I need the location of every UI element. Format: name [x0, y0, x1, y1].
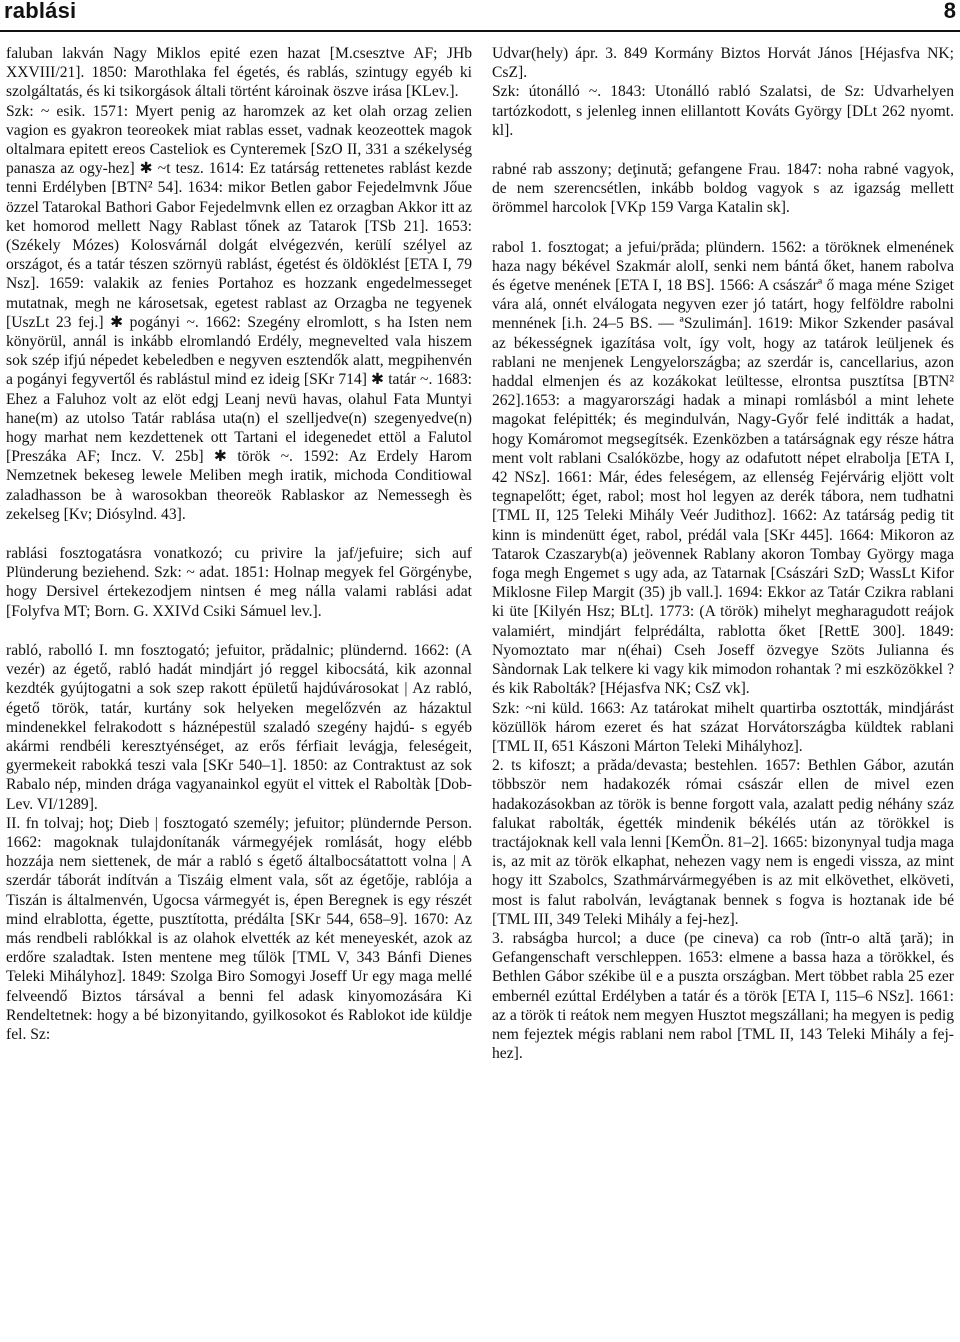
left-column	[6, 44, 472, 1338]
dictionary-paragraph: rabol 1. fosztogat; a jefui/prăda; plündern. 1562: a töröknek elmenének haza nagy békével Szakmár alolI, senki nem bántá őket, hanem rabolva és égetve menének [ETA I, 18 BS]. 1566: A császárª ő maga méne Sziget vára alá, onnét elválogata negyven ezer jó tatárt, hogy felföldre rabolni mennének [i.h. 24–5 BS. — ªSzulimán]. 1619: Mikor Szkender pasával az békességnek igazítása volt, így volt, hogy az tatárok leüljenek és rablani ne menjenek Lengyelországba; az szerdár is, cancellarius, azon haddal elmenjen és az kozákokat leültesse, elrontsa pusztítsa [BTN² 262].1653: a magyarországi hadak a minapi romlásból a mint lehete magokat felépitték; és megindulván, Nagy-Győr felé inditták a hadat, hogy Komáromot megsegítsék. Ezenközben a tatárságnak egy része hátra ment volt rablani Csalóközbe, hogy az odafutott népet elrabolja [ETA I, 42 NSz]. 1661: Már, édes feleségem, az ellenség Fejérvárig eljött volt tegnapelőtt; éget, rabol; most hol legyen az derék tábora, nem tudhatni [TML II, 125 Teleki Mihály Veér Judithoz]. 1662: Az tatárság pedig tit kinn is mindenütt éget, rabol, prédál vala [SKr 445]. 1664: Mikoron az Tatarok Czaszaryb(a) jeövennek Rablany akoron Tombay György maga foga megh Engemet s ugy ada, az Tatarnak [Császári SzD; WassLt Kifor Miklosne Filep Margit (35) jb vall.]. 1694: Ekkor az Tatár Czikra rablani ki üte [Kilyén Hsz; BLt]. 1773: (A török) mihelyt megharagudott reájok valamiért, mindjárt felprédálta, rablotta őket [RettE 300]. 1849: Nyomoztato mar n(éhai) Cseh Joseff özvegye Szöts Julianna és Sàndornak Lak telkere ki vagy kik mimodon rohantak ? mi eszközökkel ? és kik Rabolták? [Héjasfva NK; CsZ vk].	[492, 238, 954, 698]
dictionary-paragraph: Udvar(hely) ápr. 3. 849 Kormány Biztos Horvát János [Héjasfva NK; CsZ].	[492, 45, 954, 82]
entry-gap	[492, 218, 954, 238]
dictionary-paragraph: Szk: ~ni küld. 1663: Az tatárokat mihelt quartirba osztották, mindjárást közüllök három ezeret és hat százat Horvátországba küldtek rablani [TML II, 651 Kászoni Márton Teleki Mihályhoz].	[492, 699, 954, 755]
dictionary-paragraph: Szk: útonálló ~. 1843: Utonálló rabló Szalatsi, de Sz: Udvarhelyen tartózkodott, s jelenleg innen elillantott Kováts György [DLt 262 nyomt. kl].	[492, 83, 954, 139]
dictionary-paragraph: Szk: ~ esik. 1571: Myert penig az haromzek az ket olah orzag zelien vagion es gyakron teoreokek miat rablas esset, vadnak keozeottek magok oltalmara epitett ereos Casteliok es Cynteremek [SzO II, 331 a székelység panasza az ogy-hez] ✱ ~t tesz. 1614: Ez tatárság rettenetes rablást kezde tenni Erdélyben [BTN² 54]. 1634: mikor Betlen gabor Fejedelmvnk Jőue özzel Tatarokal Bathori Gabor Fejedelmvnk ellen ez orzagban Akkor itt az ket homorod mellett Nagy Rablast tőnek az Tatarok [TSb 21]. 1653: (Székely Mózes) Kolosvárnál dolgát elvégezvén, kerülí szélyel az országot, és a tatár tészen szörnyü rablást, égetést és öldöklést [ETA I, 79 Nsz]. 1659: valakik az fenies Portahoz es hozzank engedelmesseget mutatnak, megh ne károsetsak, egetest rablast az Orzagba ne tegyenek [UszLt 23 fej.] ✱ pogányi ~. 1662: Szegény elromlott, s ha Isten nem könyörül, annál is inkább elromlandó Erdély, megnevelted vala hiszem sok szép ifjú népedet kebeledben e negyven esztendők alatt, megpihenvén a pogányi fegyvertől és rablástul mind ez ideig [SKr 714] ✱ tatár ~. 1683: Ehez a Faluhoz volt az elöt edgj Leanj nevü havas, olahul Fata Muntyi hane(m) az utolso Tatár rablása uta(n) el szelljedve(n) szegenyedve(n) hogy marhat nem kezdettenek ott Tartani el idegenedet ettöl a Falutol [Preszáka AF; Incz. V. 25b] ✱ török ~. 1592: Az Erdely Harom Nemzetnek bekeseg lewele Meliben megh iratik, michoda Conditiowal zaladhasson be à warosokban theoreök Rablaskor az Nemessegh ès zekelseg [Kv; Diósylnd. 43].	[6, 102, 472, 523]
dictionary-paragraph: rablási fosztogatásra vonatkozó; cu privire la jaf/jefuire; sich auf Plünderung beziehend. Szk: ~ adat. 1851: Holnap megyek fel Görgénybe, hogy Dersivel értekezodjem nintsen é meg nálla valami rablási adat [Folyfva MT; Born. G. XXIVd Csiki Sámuel lev.].	[6, 545, 472, 620]
entry-gap	[6, 524, 472, 544]
dictionary-paragraph: 2. ts kifoszt; a prăda/devasta; bestehlen. 1657: Bethlen Gábor, azután többször nem hadakozék római császár ellen de mivel ezen hadakozásokban az török is benne forgott vala, azalatt pedig néhány száz falukat rabolták, égették mindenik békélés után az törökkel is tractájoknak kell vala lenni [KemÖn. 81–2]. 1665: bizonynyal tudja maga is, az mit az török elkaphat, nehezen vagy nem is engedi vissza, az mint hogy itt Szabolcs, Szathmárvármegyében is az mit elkövethet, elköveti, most is falut rabolván, levágtanak bennek s fogva is hoztanak ide bé [TML III, 349 Teleki Mihály a fej-hez].	[492, 757, 954, 928]
entry-gap	[492, 140, 954, 160]
dictionary-paragraph: rabló, rabolló I. mn fosztogató; jefuitor, prădalnic; plündernd. 1662: (A vezér) az égető, rabló hadát mindjárt jó reggel kibocsátá, kik azonnal kezdték gyújtogatni a sok szep rakott épületű hajdúvárosokat | Az rabló, égető török, tatár, kurtány sok helyeken megelőzvén az házaktul mindenekkel felrakodott s háznépestül szaladó szegény hajdú- s egyéb akármi rendbéli keresztyénséget, az erős férfiait levágja, feleségeit, gyermekeit rabokká teszi vala [SKr 540–1]. 1850: az Contraktust az sok Rabalo nép, minden drága vagyanainkol együt el vittek el Raboltàk [Dob-Lev. VI/1289].	[6, 641, 472, 813]
running-headword: rablási	[4, 0, 77, 23]
entry-gap	[6, 621, 472, 641]
dictionary-paragraph: rabné rab asszony; deţinută; gefangene Frau. 1847: noha rabné vagyok, de nem szerencsétlen, inkább boldog vagyok s az igazság mellett örömmel harcolok [VKp 159 Varga Katalin sk].	[492, 161, 954, 217]
page-number: 8	[943, 0, 956, 23]
dictionary-paragraph: 3. rabságba hurcol; a duce (pe cineva) ca rob (într-o altă ţară); in Gefangenschaft verschleppen. 1653: elmene a bassa haza a törökkel, és Bethlen Gábor székibe ül e a puszta országban. Mert többet rabla 25 ezer embernél ezúttal Erdélyben a tatár és a török [ETA I, 115–6 NSz]. 1661: az a török ti reátok nem megyen Husztot megszállani; ha megyen is pedig nem fejeztek mégis rablani nem rabol [TML II, 143 Teleki Mihály a fej-hez].	[492, 929, 954, 1063]
dictionary-paragraph: faluban lakván Nagy Miklos epité ezen hazat [M.csesztve AF; JHb XXVIII/21]. 1850: Marothlaka fel égetés, és rablás, szintugy egyéb ki szolgáltatás, és ki tsikorgások általi történt károinak öszve irása [KLev.].	[6, 45, 472, 101]
page-header	[0, 0, 960, 32]
right-column	[492, 44, 954, 1338]
dictionary-paragraph: II. fn tolvaj; hoţ; Dieb | fosztogató személy; jefuitor; plündernde Person. 1662: magoknak tulajdonítanák vármegyéjek romlását, hogy elébb hozzája nem siettenek, de már a rabló s égető általbocsátattott volna | A szerdár táborát indítván a Tiszáig elment vala, sőt az égetője, rablója a Tiszán is általmenvén, Ugocsa vármegyét is, épen Beregnek is egy részét mind elrablotta, égette, pusztította, prédálta [SKr 544, 658–9]. 1670: Az más rendbeli rablókkal is az olahok elvették az két meneyeskét, azok az erdőre szaladtak. Isten mentene meg tűlök [TML V, 343 Bánfi Dienes Teleki Mihályhoz]. 1849: Szolga Biro Somogyi Joseff Ur egy maga mellé felveendő Biztos társával a benni fel adask kinyomozására Ki Rendeltetnek: hogy a bé bizonyitando, gyilkosokot és Rablokot ide küldje fel. Sz:	[6, 814, 472, 1043]
